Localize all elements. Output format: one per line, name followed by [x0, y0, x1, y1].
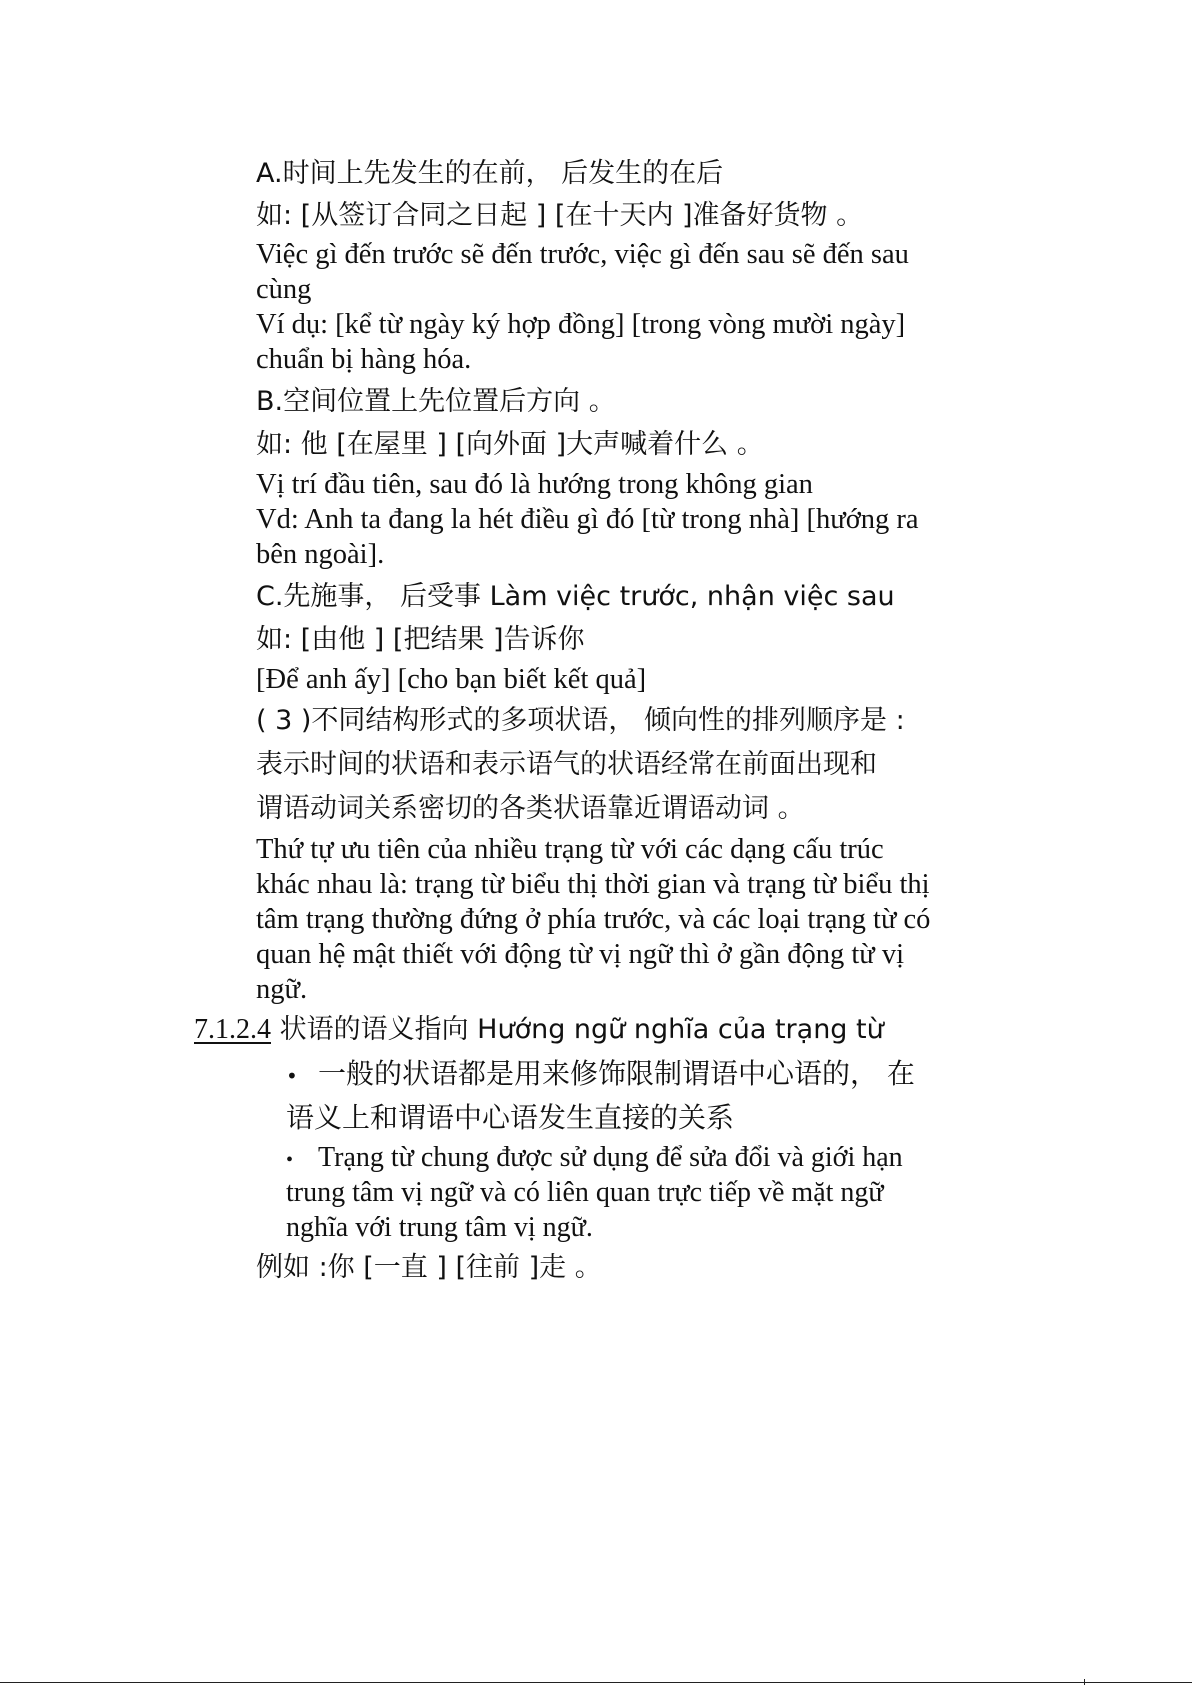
text-line-c-heading: C.先施事， 后受事 Làm việc trước, nhận việc sau: [256, 581, 895, 612]
text-line-3-body: 表示时间的状语和表示语气的状语经常在前面出现和: [256, 749, 877, 780]
text-line-a-translation: Việc gì đến trước sẽ đến trước, việc gì đến sau sẽ đến sau: [256, 239, 909, 270]
text-line-3-translation-2: khác nhau là: trạng từ biểu thị thời gian và trạng từ biểu thị: [256, 869, 930, 900]
text-line-3-translation-3: tâm trạng thường đứng ở phía trước, và các loại trạng từ có: [256, 904, 931, 935]
section-number: 7.1.2.4: [194, 1014, 271, 1045]
bullet-item-1-text: 一般的状语都是用来修饰限制谓语中心语的， 在: [318, 1057, 915, 1090]
section-heading: [194, 1013, 884, 1047]
text-line-c-example-cn: 如: [由他 ] [把结果 ]告诉你: [256, 624, 585, 655]
text-line-b-translation: Vị trí đầu tiên, sau đó là hướng trong không gian: [256, 469, 813, 500]
bullet-item-2-cont-2: nghĩa với trung tâm vị ngữ.: [286, 1212, 593, 1243]
text-line-a-example-vi-cont: chuẩn bị hàng hóa.: [256, 344, 472, 375]
text-line-b-example-vi: Vd: Anh ta đang la hét điều gì đó [từ trong nhà] [hướng ra: [256, 504, 919, 535]
bullet-item-1: [286, 1057, 915, 1093]
text-line-b-example-cn: 如: 他 [在屋里 ] [向外面 ]大声喊着什么 。: [256, 429, 764, 460]
bullet-item-2-text: Trạng từ chung được sử dụng để sửa đổi và giới hạn: [318, 1142, 903, 1173]
page-bottom-tick: [1084, 1679, 1085, 1685]
text-line-3-translation-4: quan hệ mật thiết với động từ vị ngữ thì ở gần động từ vị: [256, 939, 904, 970]
bullet-dot-icon: •: [286, 1064, 298, 1088]
text-line-3-heading: ( 3 )不同结构形式的多项状语， 倾向性的排列顺序是 :: [256, 705, 905, 736]
text-line-a-example-vi: Ví dụ: [kể từ ngày ký hợp đồng] [trong vòng mười ngày]: [256, 309, 906, 340]
text-line-c-example-vi: [Để anh ấy] [cho bạn biết kết quả]: [256, 664, 647, 695]
bullet-dot-icon: •: [286, 1149, 294, 1171]
text-line-3-translation: Thứ tự ưu tiên của nhiều trạng từ với các dạng cấu trúc: [256, 834, 884, 865]
text-line-a-heading: A.时间上先发生的在前， 后发生的在后: [256, 158, 724, 189]
section-title: 状语的语义指向 Hướng ngữ nghĩa của trạng từ: [271, 1014, 884, 1045]
bullet-item-2: [286, 1141, 903, 1177]
text-line-b-example-vi-cont: bên ngoài].: [256, 539, 385, 570]
text-line-a-translation-cont: cùng: [256, 274, 312, 305]
text-line-3-body-cont: 谓语动词关系密切的各类状语靠近谓语动词 。: [256, 793, 805, 824]
text-line-a-example-cn: 如: [从签订合同之日起 ] [在十天内 ]准备好货物 。: [256, 200, 864, 231]
page-bottom-rule: [0, 1682, 1192, 1683]
bullet-item-2-cont: trung tâm vị ngữ và có liên quan trực tiếp về mặt ngữ: [286, 1177, 884, 1208]
bullet-item-1-cont: 语义上和谓语中心语发生直接的关系: [286, 1101, 735, 1134]
text-line-3-translation-5: ngữ.: [256, 974, 308, 1005]
text-line-b-heading: B.空间位置上先位置后方向 。: [256, 386, 616, 417]
example-line: 例如 :你 [一直 ] [往前 ]走 。: [256, 1252, 602, 1283]
